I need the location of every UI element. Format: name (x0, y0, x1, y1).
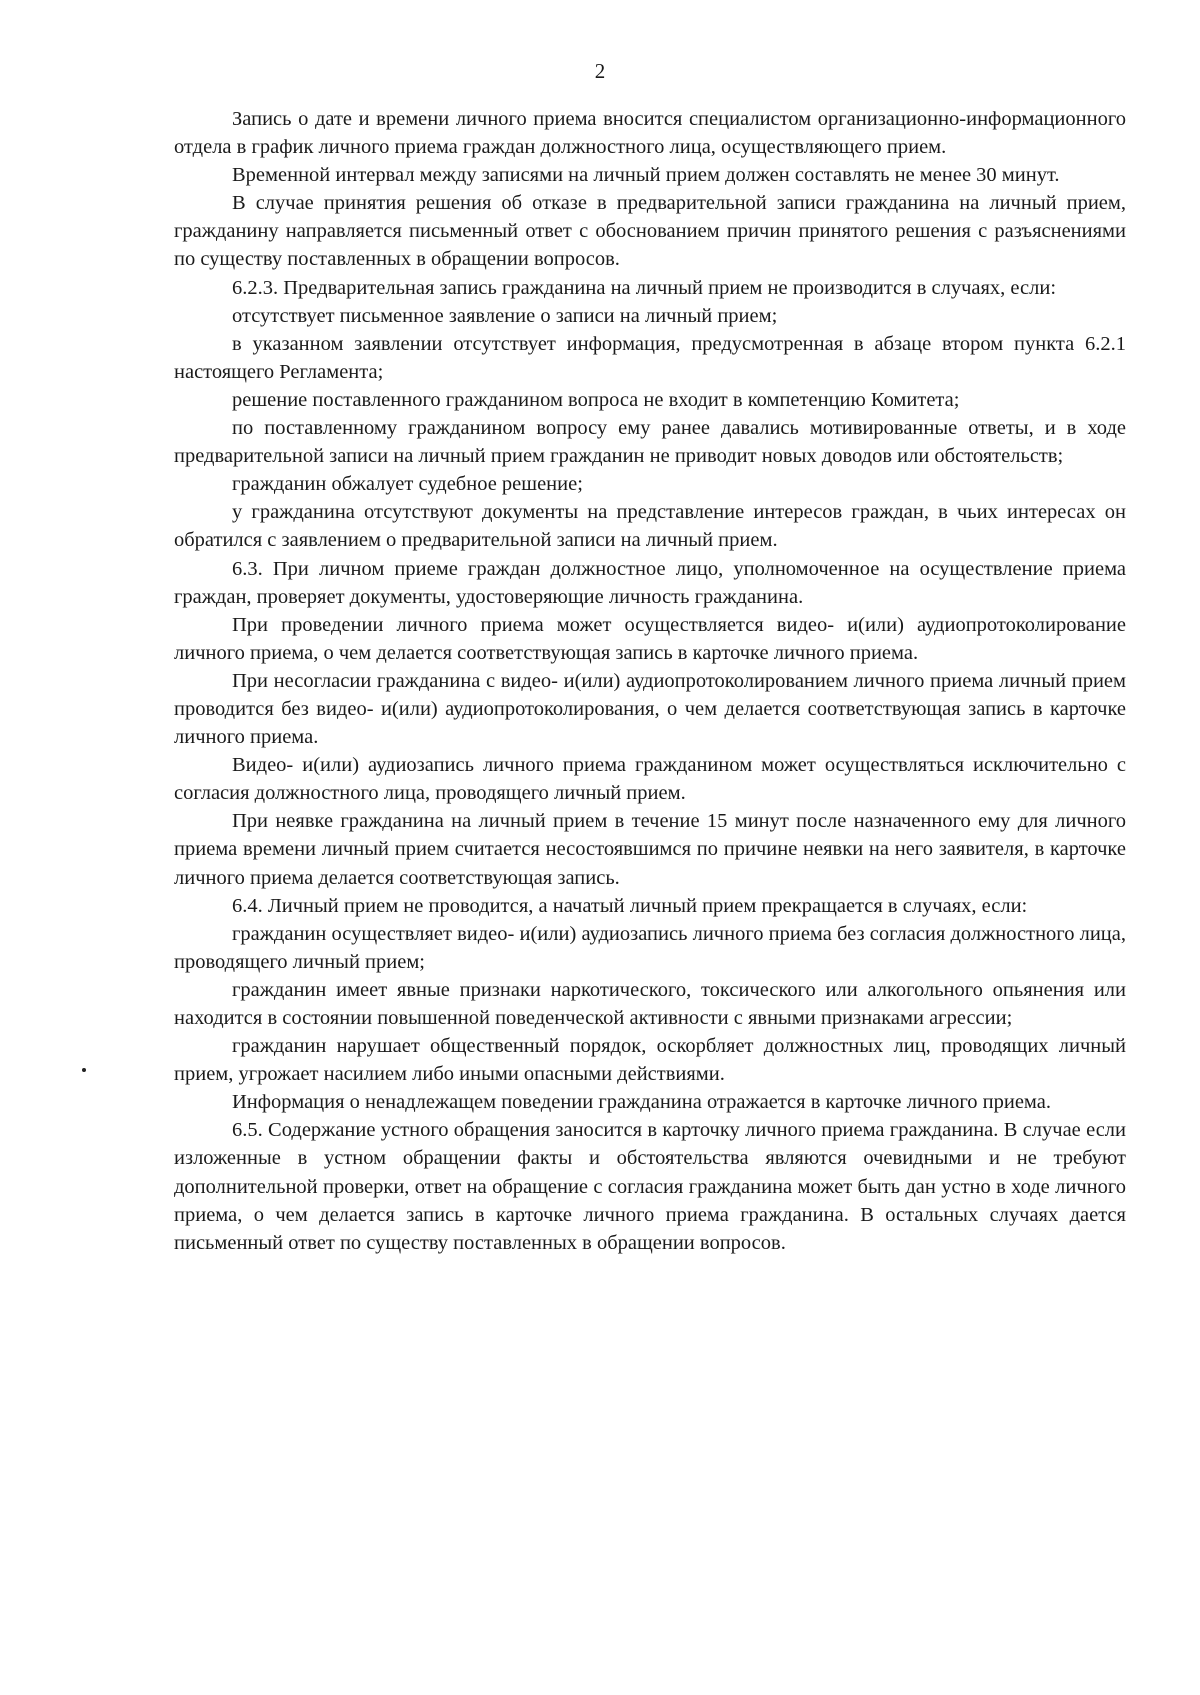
paragraph: При неявке гражданина на личный прием в течение 15 минут после назначенного ему для личного приема времени личный прием считается несостоявшимся по причине неявки на него заявителя, в карточке личного приема делается соответствующая запись. (174, 810, 1126, 889)
list-item: отсутствует письменное заявление о записи на личный прием; (232, 304, 778, 327)
paragraph-clause-6-5: 6.5. Содержание устного обращения заносится в карточку личного приема гражданина. В случае если изложенные в устном обращении факты и обстоятельства являются очевидными и не требуют дополнительной проверки, ответ на обращение с согласия гражданина может быть дан устно в ходе личного приема, о чем делается запись в карточке личного приема гражданина. В остальных случаях дается письменный ответ по существу поставленных в обращении вопросов. (174, 1119, 1126, 1254)
paragraph: При несогласии гражданина с видео- и(или) аудиопротоколированием личного приема личный прием проводится без видео- и(или) аудиопротоколирования, о чем делается соответствующая запись в карточке личного приема. (174, 669, 1126, 749)
list-item: в указанном заявлении отсутствует информация, предусмотренная в абзаце втором пункта 6.2.1 настоящего Регламента; (174, 332, 1126, 383)
list-item: по поставленному гражданином вопросу ему ранее давались мотивированные ответы, и в ходе предварительной записи на личный прием гражданин не приводит новых доводов или обстоятельств; (174, 417, 1126, 468)
page-number: 2 (594, 59, 606, 83)
paragraph: Видео- и(или) аудиозапись личного приема гражданином может осуществляться исключительно с согласия должностного лица, проводящего личный прием. (174, 754, 1126, 805)
paragraph-clause-6-3: 6.3. При личном приеме граждан должностное лицо, уполномоченное на осуществление приема граждан, проверяет документы, удостоверяющие личность гражданина. (174, 557, 1126, 608)
paragraph: Временной интервал между записями на личный прием должен составлять не менее 30 минут. (232, 164, 1060, 187)
paragraph: Информация о ненадлежащем поведении гражданина отражается в карточке личного приема. (232, 1091, 1051, 1114)
list-item: решение поставленного гражданином вопроса не входит в компетенцию Комитета; (232, 388, 960, 411)
paragraph: Запись о дате и времени личного приема вносится специалистом организационно-информационного отдела в график личного приема граждан должностного лица, осуществляющего прием. (174, 108, 1126, 159)
list-item: гражданин имеет явные признаки наркотического, токсического или алкогольного опьянения или находится в состоянии повышенной поведенческой активности с явными признаками агрессии; (174, 978, 1126, 1029)
paragraph: В случае принятия решения об отказе в предварительной записи гражданина на личный прием, гражданину направляется письменный ответ с обоснованием причин принятого решения с разъяснениями по существу поставленных в обращении вопросов. (174, 192, 1126, 271)
list-item: гражданин обжалует судебное решение; (232, 473, 583, 496)
document-body (174, 105, 1126, 1257)
paragraph-clause-6-4: 6.4. Личный прием не проводится, а начатый личный прием прекращается в случаях, если: (232, 894, 1028, 917)
paragraph-clause-6-2-3: 6.2.3. Предварительная запись гражданина на личный прием не производится в случаях, если: (232, 276, 1057, 299)
list-item: у гражданина отсутствуют документы на представление интересов граждан, в чьих интересах он обратился с заявлением о предварительной записи на личный прием. (174, 501, 1126, 552)
list-item: гражданин осуществляет видео- и(или) аудиозапись личного приема без согласия должностного лица, проводящего личный прием; (174, 922, 1126, 973)
scan-speck (82, 1068, 86, 1072)
paragraph: При проведении личного приема может осуществляется видео- и(или) аудиопротоколирование личного приема, о чем делается соответствующая запись в карточке личного приема. (174, 613, 1126, 664)
list-item: гражданин нарушает общественный порядок, оскорбляет должностных лиц, проводящих личный прием, угрожает насилием либо иными опасными действиями. (174, 1035, 1126, 1086)
